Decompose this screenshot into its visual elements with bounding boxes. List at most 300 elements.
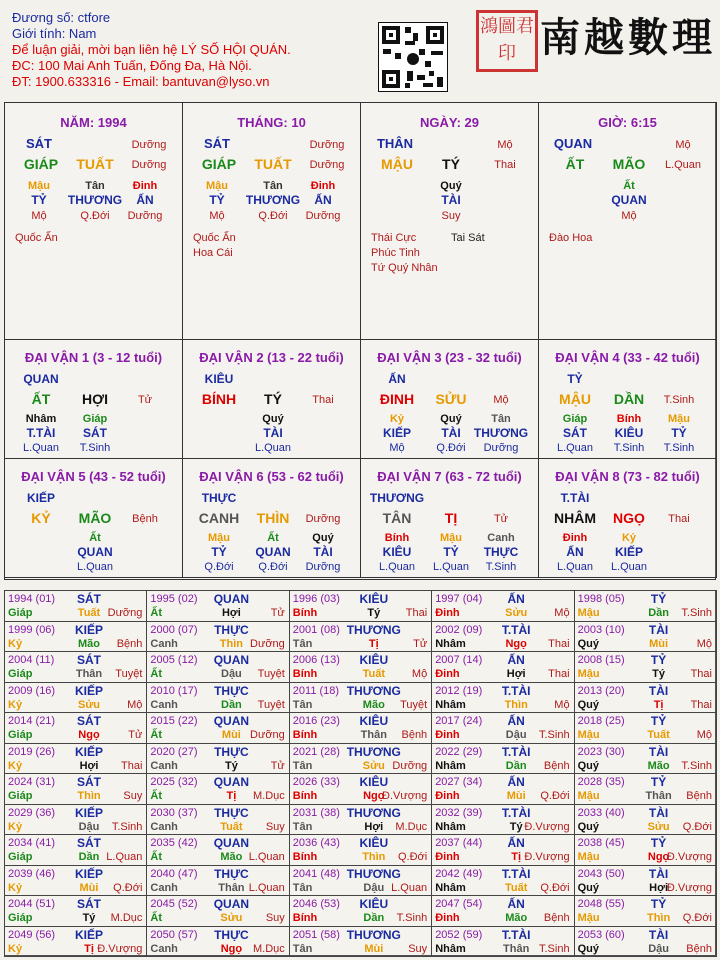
year-label: 1998 (05)	[577, 593, 625, 605]
hidden-ten-god: ẤN	[136, 193, 154, 207]
year-label: 2029 (36)	[8, 806, 56, 819]
pillar-title: GIỜ: 6:15	[598, 115, 657, 130]
hidden-ten-god: QUAN	[255, 545, 291, 559]
year-label: 2009 (16)	[8, 684, 56, 697]
year-cell	[431, 743, 574, 775]
year-stem: Giáp	[8, 790, 33, 802]
year-stem: Bính	[292, 790, 318, 802]
year-stem: Mậu	[577, 790, 600, 802]
year-stem: Canh	[150, 698, 178, 711]
year-branch: Dậu	[648, 942, 669, 955]
ten-god-label: T.TÀI	[501, 622, 531, 637]
hidden-ten-god: TÀI	[441, 193, 461, 207]
year-branch: Thân	[645, 790, 672, 802]
year-cell	[4, 712, 147, 744]
life-stage: L.Quan	[22, 442, 60, 454]
bazi-chart-panel	[4, 102, 716, 580]
stage-label: Mộ	[675, 139, 691, 151]
year-stem: Bính	[292, 729, 318, 741]
year-cell	[431, 804, 574, 836]
year-stem: Mậu	[577, 668, 600, 680]
year-cell	[431, 621, 574, 653]
year-cell	[289, 895, 432, 927]
year-branch: Tuất	[504, 881, 528, 894]
ten-god-label: SÁT	[204, 136, 230, 151]
heavenly-stem: NHÂM	[554, 510, 596, 526]
special-star: Quốc Ấn	[193, 232, 236, 244]
life-stage: Dưỡng	[250, 637, 285, 650]
year-branch: Sửu	[505, 607, 528, 619]
pillar-title: NGÀY: 29	[420, 115, 479, 130]
ten-god-label: SÁT	[77, 897, 101, 911]
ten-god-label: THƯƠNG	[346, 683, 401, 698]
life-stage: Thai	[405, 607, 428, 619]
earthly-branch: TUẤT	[254, 156, 292, 172]
ten-god-label: THƯƠNG	[346, 622, 401, 637]
life-stage: Suy	[265, 912, 285, 924]
year-stem: Đinh	[435, 851, 460, 863]
stage-label: Tử	[493, 513, 509, 525]
year-branch: Thân	[503, 942, 530, 955]
year-branch: Tị	[653, 698, 664, 711]
ten-god-label: KIÊU	[359, 775, 389, 789]
year-label: 2010 (17)	[150, 684, 198, 697]
life-stage: T.Sinh	[111, 820, 143, 833]
special-star: Thái Cực	[371, 232, 417, 244]
ten-god-label: TÀI	[648, 805, 669, 820]
ten-god-label: THƯƠNG	[346, 927, 401, 942]
year-cell	[574, 834, 717, 866]
owner-line: Đương số: ctfore	[12, 10, 111, 25]
header-info	[12, 10, 291, 90]
life-stage: Q.Đới	[258, 210, 288, 222]
life-stage: Bệnh	[116, 637, 143, 650]
ten-god-label: T.TÀI	[501, 927, 531, 942]
year-label: 2031 (38)	[292, 806, 340, 819]
life-stage: Đ.Vượng	[666, 851, 712, 863]
ten-god-label: KIÊU	[359, 592, 389, 606]
life-stage: Dưỡng	[107, 607, 143, 619]
ten-god-label: QUAN	[213, 897, 250, 911]
year-cell	[146, 895, 289, 927]
ten-god-label: TÀI	[648, 866, 669, 881]
hidden-stem: Ất	[267, 532, 279, 544]
ten-god-label: QUAN	[213, 836, 250, 850]
year-stem: Canh	[150, 942, 178, 955]
dai-van-cell	[538, 339, 717, 459]
year-cell	[574, 743, 717, 775]
year-label: 1999 (06)	[8, 623, 56, 636]
hidden-ten-god: ẤN	[566, 545, 584, 559]
ten-god-label: QUAN	[213, 592, 250, 606]
life-stage: L.Quan	[432, 561, 470, 573]
year-branch: Tý	[82, 912, 96, 924]
hidden-ten-god: THƯƠNG	[245, 193, 301, 207]
year-cell	[4, 926, 147, 958]
hidden-stem: Giáp	[562, 413, 588, 425]
year-label: 2040 (47)	[150, 867, 198, 880]
life-stage: Q.Đới	[258, 561, 288, 573]
life-stage: Tử	[413, 637, 428, 650]
year-stem: Đinh	[435, 607, 460, 619]
earthly-branch: TUẤT	[76, 156, 114, 172]
ten-god-label: SÁT	[77, 592, 101, 606]
hidden-ten-god: SÁT	[563, 426, 587, 440]
earthly-branch: THÌN	[256, 510, 290, 526]
year-stem: Quý	[577, 820, 599, 833]
hidden-stem: Giáp	[82, 413, 108, 425]
year-stem: Giáp	[8, 668, 33, 680]
year-label: 2018 (25)	[577, 715, 625, 727]
life-stage: L.Quan	[391, 881, 428, 894]
year-stem: Tân	[292, 881, 313, 894]
year-branch: Tị	[511, 851, 522, 863]
life-stage: Q.Đới	[397, 851, 428, 863]
year-branch: Thân	[218, 881, 245, 894]
ten-god-label: THƯƠNG	[346, 744, 401, 759]
year-label: 2001 (08)	[292, 623, 340, 636]
stage-label: Dưỡng	[309, 139, 345, 151]
ten-god-label: T.TÀI	[501, 683, 531, 698]
year-label: 2034 (41)	[8, 837, 56, 849]
year-branch: Mùi	[364, 942, 384, 955]
life-stage: Bệnh	[543, 912, 570, 924]
ten-god-label: KIÊU	[359, 836, 389, 850]
life-stage: L.Quan	[610, 561, 648, 573]
ten-god-label: TÀI	[648, 683, 669, 698]
year-branch: Hợi	[506, 668, 526, 680]
dai-van-cell	[182, 339, 361, 459]
ten-god-label: KIẾP	[74, 683, 104, 698]
life-stage: Mộ	[127, 698, 143, 711]
ten-god-label: ẤN	[507, 653, 525, 667]
year-branch: Ngọ	[505, 637, 527, 650]
year-label: 2013 (20)	[577, 684, 625, 697]
hidden-stem: Quý	[440, 413, 462, 425]
hidden-stem: Tân	[263, 180, 283, 192]
year-label: 2032 (39)	[435, 806, 483, 819]
earthly-branch: TÝ	[264, 391, 282, 407]
ten-god-label: QUAN	[213, 714, 250, 728]
heavenly-stem: GIÁP	[23, 156, 59, 172]
hidden-stem: Mậu	[28, 180, 50, 192]
life-stage: Đ.Vượng	[524, 851, 570, 863]
year-label: 2024 (31)	[8, 776, 56, 788]
hidden-ten-god: QUAN	[611, 193, 647, 207]
year-branch: Tý	[509, 820, 523, 833]
year-stem: Tân	[292, 820, 313, 833]
year-cell	[146, 865, 289, 897]
life-stage: T.Sinh	[663, 442, 695, 454]
ten-god-label: QUAN	[213, 775, 250, 789]
year-cell	[289, 621, 432, 653]
dai-van-cell	[182, 458, 361, 578]
hidden-ten-god: SÁT	[83, 426, 107, 440]
ten-god-label: THỰC	[214, 866, 249, 881]
year-branch: Sửu	[77, 698, 101, 711]
hidden-ten-god: T.TÀI	[26, 426, 56, 440]
year-label: 2037 (44)	[435, 837, 483, 849]
stage-label: Dưỡng	[305, 513, 341, 525]
dai-van-cell	[538, 458, 717, 578]
ten-god-label: TỶ	[650, 714, 667, 728]
year-cell	[289, 804, 432, 836]
life-stage: Q.Đới	[682, 820, 712, 833]
earthly-branch: NGỌ	[613, 510, 645, 526]
year-label: 2012 (19)	[435, 684, 483, 697]
year-label: 2038 (45)	[577, 837, 625, 849]
ten-god-label: THƯƠNG	[346, 805, 401, 820]
hidden-stem: Bính	[384, 532, 410, 544]
pillar-cell	[182, 102, 361, 340]
year-stem: Đinh	[435, 912, 460, 924]
year-stem: Quý	[577, 759, 599, 772]
year-cell	[146, 590, 289, 622]
life-stage: Tuyệt	[257, 668, 285, 680]
year-label: 2042 (49)	[435, 867, 483, 880]
hidden-ten-god: ẤN	[314, 193, 332, 207]
ten-god-label: THỰC	[214, 805, 249, 820]
hidden-ten-god: KIẾP	[614, 545, 644, 559]
year-stem: Bính	[292, 607, 318, 619]
ten-god-label: TỶ	[650, 592, 667, 606]
hidden-ten-god: TÀI	[441, 426, 461, 440]
year-cell	[146, 712, 289, 744]
year-cell	[146, 621, 289, 653]
year-label: 1996 (03)	[292, 593, 340, 605]
year-stem: Tân	[292, 637, 313, 650]
ten-god-label: TỶ	[567, 372, 583, 386]
ten-god-label: ẤN	[507, 897, 525, 911]
year-cell	[574, 804, 717, 836]
year-label: 2016 (23)	[292, 715, 340, 727]
special-star: Quốc Ấn	[15, 232, 58, 244]
year-branch: Thìn	[219, 637, 243, 650]
year-cell	[4, 804, 147, 836]
year-cell	[4, 682, 147, 714]
hidden-ten-god: QUAN	[77, 545, 113, 559]
dai-van-cell	[4, 339, 183, 459]
life-stage: T.Sinh	[79, 442, 111, 454]
hidden-ten-god: KIÊU	[614, 426, 644, 440]
year-label: 1995 (02)	[150, 593, 198, 605]
ten-god-label: THỰC	[214, 622, 249, 637]
stage-label: Thai	[312, 394, 334, 406]
life-stage: Thai	[690, 698, 712, 711]
year-label: 2015 (22)	[150, 715, 198, 727]
year-branch: Hợi	[364, 820, 384, 833]
hidden-stem: Nhâm	[25, 413, 57, 425]
year-label: 2004 (11)	[8, 654, 55, 666]
year-cell	[431, 590, 574, 622]
life-stage: Bệnh	[543, 759, 570, 772]
year-cell	[146, 926, 289, 958]
special-star: Đào Hoa	[549, 232, 593, 244]
life-stage: Q.Đới	[80, 210, 110, 222]
life-stage: L.Quan	[248, 851, 285, 863]
life-stage: Mộ	[209, 210, 225, 222]
ten-god-label: THỰC	[201, 491, 237, 505]
dai-van-title: ĐẠI VẬN 1 (3 - 12 tuổi)	[24, 350, 163, 365]
ten-god-label: TỶ	[650, 836, 667, 850]
year-label: 2048 (55)	[577, 898, 625, 910]
year-label: 2023 (30)	[577, 745, 625, 758]
year-stem: Quý	[577, 942, 599, 955]
life-stage: Đ.Vượng	[524, 820, 570, 833]
life-stage: Bệnh	[686, 942, 712, 955]
life-stage: Suy	[441, 210, 461, 222]
year-cell	[4, 651, 147, 683]
red-seal-stamp: 鴻圖君印	[476, 10, 538, 72]
hidden-ten-god: KIÊU	[382, 545, 412, 559]
year-label: 2022 (29)	[435, 745, 483, 758]
year-label: 2036 (43)	[292, 837, 340, 849]
year-branch: Tị	[368, 637, 379, 650]
life-stage: T.Sinh	[613, 442, 645, 454]
stage-label: T.Sinh	[663, 394, 695, 406]
year-stem: Bính	[292, 851, 318, 863]
life-stage: Bệnh	[686, 790, 712, 802]
year-stem: Quý	[577, 881, 599, 894]
life-stage: Thai	[548, 637, 570, 650]
year-label: 2050 (57)	[150, 928, 198, 941]
hidden-ten-god: THỰC	[483, 545, 519, 559]
year-stem: Ất	[150, 607, 162, 619]
life-stage: Tử	[270, 759, 285, 772]
special-star: Tai Sát	[451, 232, 485, 244]
ten-god-label: SÁT	[77, 775, 101, 789]
hidden-stem: Tân	[491, 413, 511, 425]
life-stage: Mộ	[31, 210, 47, 222]
gender-line: Giới tính: Nam	[12, 26, 97, 41]
life-stage: L.Quan	[378, 561, 416, 573]
dai-van-title: ĐẠI VẬN 5 (43 - 52 tuổi)	[21, 469, 166, 484]
year-cell	[574, 926, 717, 958]
life-stage: T.Sinh	[539, 942, 570, 955]
year-stem: Ất	[150, 851, 162, 863]
hidden-stem: Kỷ	[621, 532, 637, 544]
year-cell	[574, 712, 717, 744]
life-stage: Mộ	[621, 210, 637, 222]
year-branch: Ngọ	[363, 790, 385, 802]
year-branch: Thân	[360, 729, 387, 741]
year-cell	[289, 926, 432, 958]
hidden-stem: Canh	[487, 532, 515, 544]
life-stage: Suy	[265, 820, 285, 833]
hidden-stem: Mậu	[206, 180, 228, 192]
hidden-ten-god: TỶ	[209, 193, 225, 207]
stage-label: Dưỡng	[131, 159, 167, 171]
year-stem: Bính	[292, 912, 318, 924]
ten-god-label: KIÊU	[359, 653, 389, 667]
year-branch: Dần	[78, 851, 100, 863]
hidden-stem: Bính	[616, 413, 642, 425]
life-stage: Tuyệt	[115, 668, 143, 680]
dai-van-title: ĐẠI VẬN 6 (53 - 62 tuổi)	[199, 469, 344, 484]
year-branch: Sửu	[220, 912, 243, 924]
year-cell	[4, 834, 147, 866]
ten-god-label: TỶ	[650, 775, 667, 789]
year-cell	[431, 834, 574, 866]
hidden-stem: Ất	[623, 180, 635, 192]
ten-god-label: THÂN	[376, 136, 414, 151]
year-label: 2026 (33)	[292, 776, 340, 788]
year-cell	[4, 865, 147, 897]
life-stage: Q.Đới	[113, 881, 143, 894]
year-label: 2046 (53)	[292, 898, 340, 910]
ten-god-label: THỰC	[214, 744, 249, 759]
year-branch: Tý	[652, 668, 666, 680]
year-branch: Sửu	[362, 759, 385, 772]
year-label: 2005 (12)	[150, 654, 198, 666]
pillar-cell	[538, 102, 717, 340]
year-cell	[289, 865, 432, 897]
year-branch: Dậu	[363, 881, 385, 894]
ten-god-label: QUAN	[213, 653, 250, 667]
year-cell	[289, 834, 432, 866]
year-branch: Mùi	[221, 729, 241, 741]
life-stage: Mộ	[389, 442, 405, 454]
life-stage: L.Quan	[76, 561, 114, 573]
hidden-stem: Kỷ	[389, 413, 405, 425]
life-stage: Suy	[123, 790, 143, 802]
ten-god-label: SÁT	[77, 714, 101, 728]
year-stem: Giáp	[8, 912, 33, 924]
year-branch: Dần	[363, 912, 385, 924]
year-cell	[431, 773, 574, 805]
year-label: 2006 (13)	[292, 654, 340, 666]
year-branch: Tị	[226, 790, 237, 802]
year-branch: Thìn	[646, 912, 671, 924]
year-label: 2007 (14)	[435, 654, 483, 666]
life-stage: Tuyệt	[400, 698, 428, 711]
year-cell	[146, 804, 289, 836]
ten-god-label: THỰC	[214, 927, 249, 942]
hidden-stem: Đinh	[132, 180, 158, 192]
year-cell	[146, 682, 289, 714]
year-stem: Mậu	[577, 912, 600, 924]
year-branch: Ngọ	[220, 942, 243, 955]
year-stem: Nhâm	[435, 698, 466, 711]
hidden-ten-god: THƯƠNG	[67, 193, 123, 207]
year-branch: Hợi	[649, 881, 669, 894]
earthly-branch: MÃO	[612, 156, 646, 172]
contact-line: Để luận giải, mời bạn liên hệ LÝ SỐ HỘI QUÁN.	[12, 42, 291, 57]
year-label: 2045 (52)	[150, 898, 198, 910]
life-stage: Thai	[548, 668, 570, 680]
life-stage: Suy	[408, 942, 428, 955]
life-stage: Dưỡng	[483, 442, 519, 454]
ten-god-label: KIẾP	[74, 744, 104, 759]
year-cell	[289, 651, 432, 683]
stage-label: Bệnh	[132, 513, 158, 525]
year-stem: Nhâm	[435, 637, 466, 650]
life-stage: Dưỡng	[305, 210, 341, 222]
ten-god-label: THƯƠNG	[346, 866, 401, 881]
heavenly-stem: KỶ	[31, 510, 51, 526]
year-stem: Mậu	[577, 851, 600, 863]
heavenly-stem: MẬU	[559, 391, 591, 407]
ten-god-label: KIÊU	[204, 372, 234, 386]
ten-god-label: SÁT	[77, 653, 101, 667]
year-cell	[574, 590, 717, 622]
year-label: 2030 (37)	[150, 806, 198, 819]
year-branch: Dậu	[221, 668, 242, 680]
life-stage: Q.Đới	[540, 881, 570, 894]
year-stem: Quý	[577, 698, 599, 711]
ten-god-label: T.TÀI	[501, 866, 531, 881]
ten-god-label: KIẾP	[74, 927, 104, 942]
